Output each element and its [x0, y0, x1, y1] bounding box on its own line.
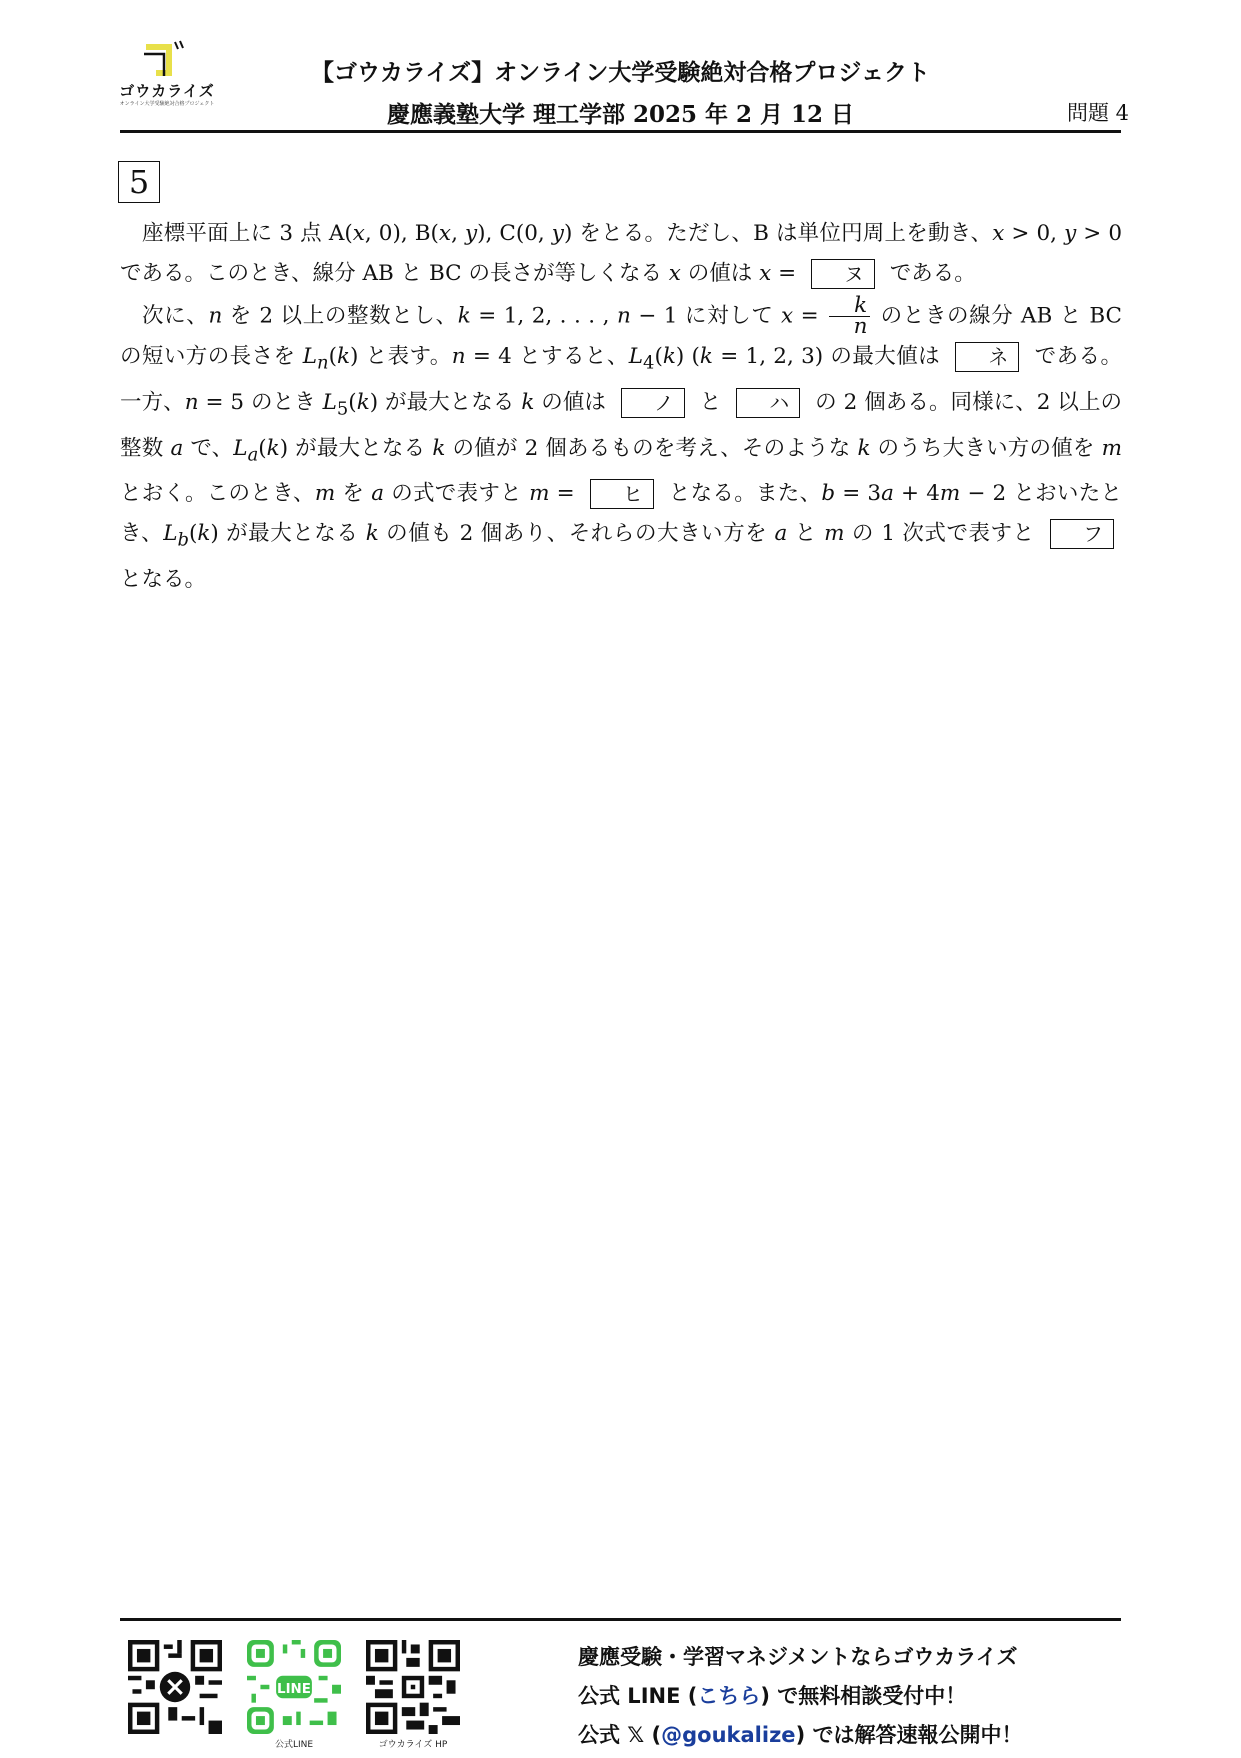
homepage-qr-label: ゴウカライズ HP [378, 1740, 448, 1750]
paragraph-2: 次に、n を 2 以上の整数とし、k = 1, 2, . . . , n − 1 に対して x = $\frac{k}{n}$ のときの線分 AB と BC の短い方の長さを $L_n(k)$ と表す。n = 4 とすると、$L_4(k) (k = 1$, 2, 3) の最大値は ネ である。一方、n = 5 のとき $L_5(k)$ が最大となる k の値は ノ と ハ の 2 個ある。同様に、2 以上の整数 a で、$L_a(k)$ が最大となる k の値が 2 個あるものを考え、そのような k のうち大きい方の値を m とおく。このとき、m を a の式で表すと m = ヒ となる。また、b = 3a + 4m − 2 とおいたとき、$L_b(k)$ が最大となる k の値も 2 個あり、それらの大きい方を a と m の 1 次式で表すと フ となる。 [120, 293, 1123, 592]
footer-rule [120, 1618, 1121, 1621]
logo-name: ゴウカライズ [119, 82, 215, 100]
page-subtitle: 慶應義塾大学 理工学部 2025 年 2 月 12 日 [386, 101, 855, 128]
problem-number: 5 [118, 161, 160, 203]
promo-line-2 [578, 1677, 1022, 1716]
fraction-k-over-n: $\frac{k}{n}$ [829, 296, 870, 337]
footer [120, 1618, 1121, 1758]
promo-line-2-prefix: 公式 LINE ( [578, 1684, 698, 1708]
problem-text [120, 214, 1122, 599]
answer-box-nu: ヌ [811, 259, 875, 289]
promo-text [578, 1638, 1022, 1755]
line-consult-link[interactable]: こちら [697, 1684, 761, 1708]
paragraph-1: 座標平面上に 3 点 A(x, 0), B(x, y), C(0, y) をとる。ただし、B は単位円周上を動き、x > 0, y > 0 である。このとき、線分 AB と BC の長さが等しくなる x の値は x = ヌ である。 [120, 214, 1122, 293]
x-qr-code-icon[interactable] [128, 1640, 222, 1734]
answer-box-ne: ネ [955, 342, 1019, 372]
x-account-link[interactable]: @goukalize [661, 1723, 796, 1747]
promo-line-3-prefix: 公式 𝕏 ( [578, 1723, 662, 1747]
svg-text:LINE: LINE [277, 1681, 311, 1697]
logo-tagline: オンライン大学受験絶対合格プロジェクト [119, 101, 215, 107]
answer-box-hi: ヒ [590, 479, 654, 509]
promo-line-2-suffix: ) で無料相談受付中！ [760, 1684, 967, 1708]
line-qr-label: 公式LINE [274, 1740, 314, 1750]
header-rule [120, 130, 1121, 133]
promo-line-3-suffix: ) では解答速報公開中！ [795, 1723, 1023, 1747]
question-label: 問題 4 [1066, 101, 1129, 125]
homepage-qr-code-icon[interactable] [366, 1640, 460, 1734]
answer-box-ha: ハ [736, 388, 800, 418]
answer-box-no: ノ [621, 388, 685, 418]
answer-box-fu: フ [1050, 519, 1114, 549]
line-qr-code-icon[interactable] [247, 1640, 341, 1734]
promo-line-1: 慶應受験・学習マネジメントならゴウカライズ [578, 1645, 1018, 1669]
promo-line-3 [578, 1716, 1022, 1755]
page-title: 【ゴウカライズ】オンライン大学受験絶対合格プロジェクト [311, 60, 930, 86]
